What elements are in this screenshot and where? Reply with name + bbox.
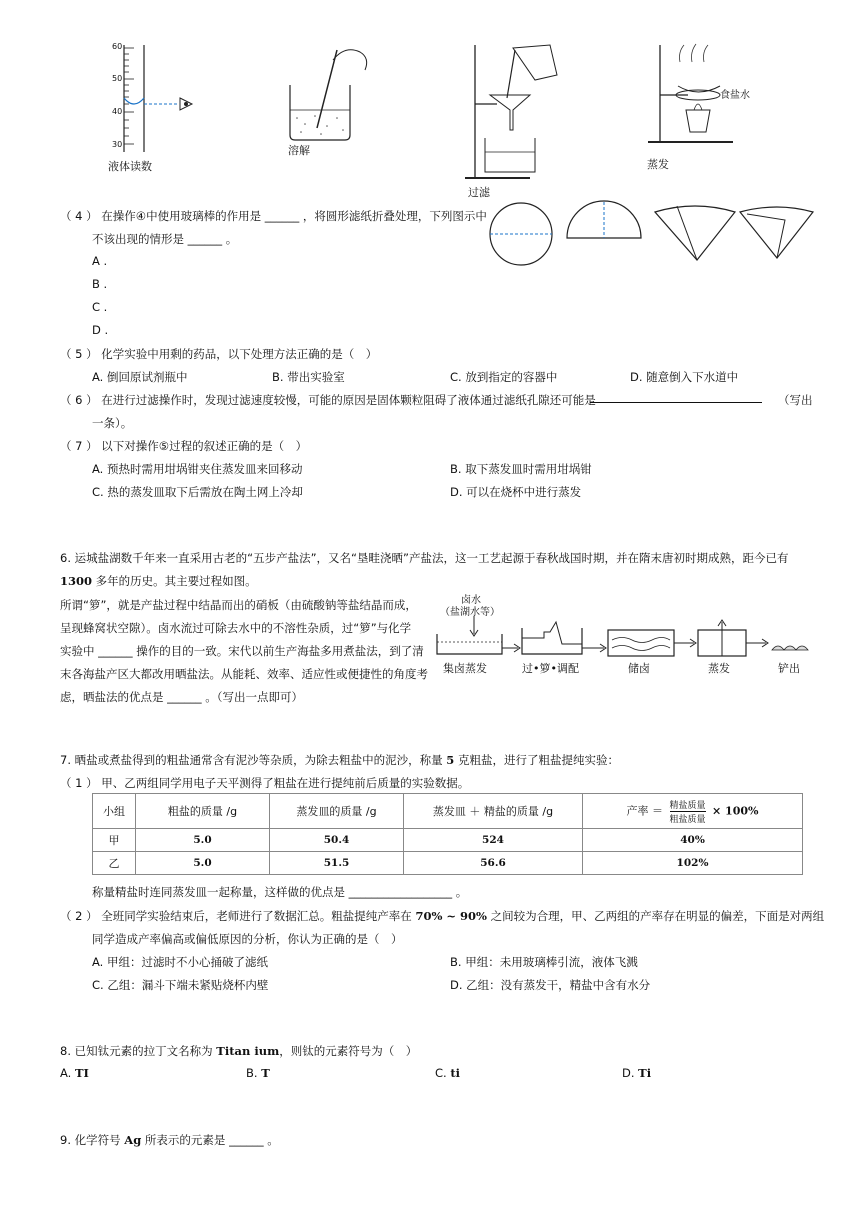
yield-label: 产率 ＝ (626, 804, 663, 817)
question-6-line2-text: 多年的历史。其主要过程如图。 (92, 574, 257, 588)
cylinder-tick-50: 50 (112, 74, 123, 83)
row-jia-group: 甲 (93, 829, 136, 852)
cylinder-tick-40: 40 (112, 107, 123, 116)
q4-option-d: D . (92, 323, 109, 337)
question-6-para-5: 虑，晒盐法的优点是 ______ 。（写出一点即可） (60, 690, 304, 704)
q8-option-b (246, 1066, 270, 1080)
q7-stem: （ 7 ） 以下对操作⑤过程的叙述正确的是（ ） (60, 439, 308, 453)
q7-part2-line2: 同学造成产率偏高或偏低原因的分析，你认为正确的是（ ） (92, 932, 403, 946)
q4-option-c: C . (92, 300, 108, 314)
q7-after-table: 称量精盐时连同蒸发皿一起称量，这样做的优点是 __________________ 。 (92, 885, 468, 899)
q7-part2-post: 之间较为合理，甲、乙两组的产率存在明显的偏差，下面是对两组 (486, 909, 825, 923)
row-yi-yield: 102% (583, 852, 803, 875)
question-6-line2 (60, 573, 257, 589)
table-header-row (93, 794, 803, 829)
q9-stem-post: 所表示的元素是 ______ 。 (141, 1133, 279, 1147)
q7-yield-range: 70% ~ 90% (415, 909, 487, 923)
flow-step-1: 集卤蒸发 (443, 662, 487, 675)
flow-brine-sublabel: （盐湖水等） (440, 607, 500, 618)
question-7-stem (60, 752, 619, 768)
label-dissolve: 溶解 (288, 144, 310, 157)
q4-option-a: A . (92, 254, 108, 268)
q5-option-c: C. 放到指定的容器中 (450, 370, 558, 384)
label-evaporate: 蒸发 (647, 158, 669, 171)
q7-stem-pre: 7. 晒盐或煮盐得到的粗盐通常含有泥沙等杂质，为除去粗盐中的泥沙，称量 (60, 753, 447, 767)
yield-fraction (670, 798, 706, 825)
q7-option-b: B. 取下蒸发皿时需用坩埚钳 (450, 462, 592, 476)
row-jia-dish-salt: 524 (404, 829, 583, 852)
q8-option-b-value: T (261, 1066, 270, 1080)
q7-option-a: A. 甲组：过滤时不小心捅破了滤纸 (92, 955, 268, 969)
row-yi-dish: 51.5 (270, 852, 404, 875)
label-filter: 过滤 (468, 186, 490, 199)
q6-answer-blank (590, 402, 762, 403)
row-jia-yield: 40% (583, 829, 803, 852)
header-crude-mass: 粗盐的质量 /g (136, 794, 270, 829)
yield-numerator: 精盐质量 (670, 798, 706, 812)
label-reading: 液体读数 (108, 160, 152, 173)
salt-process-flowchart (432, 588, 812, 678)
row-yi-dish-salt: 56.6 (404, 852, 583, 875)
question-6-para-2: 呈现蜂窝状空隙）。卤水流过可除去水中的不溶性杂质，过“箩”与化学 (60, 621, 412, 635)
q7-option-d: D. 可以在烧杯中进行蒸发 (450, 485, 582, 499)
flow-step-3: 储卤 (628, 662, 650, 675)
flow-step-5: 铲出 (778, 662, 800, 675)
q8-option-c-letter: C. (435, 1066, 447, 1080)
q7-stem-post: 克粗盐，进行了粗盐提纯实验： (454, 753, 619, 767)
row-jia-crude: 5.0 (136, 829, 270, 852)
q9-stem-pre: 9. 化学符号 (60, 1133, 125, 1147)
flow-brine-label: 卤水 (461, 595, 481, 606)
filtration-figure (465, 40, 565, 185)
flow-step-4: 蒸发 (708, 662, 730, 675)
table-row (93, 829, 803, 852)
graduated-cylinder-figure (104, 40, 214, 155)
q5-option-b: B. 带出实验室 (272, 370, 345, 384)
q4-stem-line2: 不该出现的情形是 ______ 。 (92, 232, 238, 246)
q7-part1: （ 1 ） 甲、乙两组同学用电子天平测得了粗盐在进行提纯前后质量的实验数据。 (60, 776, 470, 790)
year-number: 1300 (60, 574, 93, 588)
header-dish-mass: 蒸发皿的质量 /g (270, 794, 404, 829)
q8-stem-pre: 8. 已知钛元素的拉丁文名称为 (60, 1044, 217, 1058)
row-yi-group: 乙 (93, 852, 136, 875)
q7-stem-num: 5 (446, 753, 455, 767)
q8-latin-name: Titan ium (216, 1044, 280, 1058)
question-6-para-1: 所谓“箩”，就是产盐过程中结晶而出的硝板（由硫酸钠等盐结晶而成， (60, 598, 417, 612)
q8-option-c-value: ti (450, 1066, 461, 1080)
q6-stem-tail: （写出 (778, 393, 813, 407)
q8-option-d-letter: D. (622, 1066, 635, 1080)
flow-step-2: 过•箩•调配 (522, 662, 579, 675)
q4-option-b: B . (92, 277, 108, 291)
question-8-stem (60, 1043, 417, 1059)
q8-option-d-value: Ti (638, 1066, 652, 1080)
q8-option-a-letter: A. (60, 1066, 72, 1080)
row-jia-dish: 50.4 (270, 829, 404, 852)
q8-option-b-letter: B. (246, 1066, 258, 1080)
q7-part2-pre: （ 2 ） 全班同学实验结束后，老师进行了数据汇总。粗盐提纯产率在 (60, 909, 416, 923)
filter-paper-figures (485, 198, 815, 268)
header-yield (583, 794, 803, 829)
q7-part2-line1 (60, 908, 824, 924)
row-yi-crude: 5.0 (136, 852, 270, 875)
cylinder-tick-60: 60 (112, 42, 123, 51)
table-row (93, 852, 803, 875)
q8-stem-post: ，则钛的元素符号为（ ） (279, 1044, 418, 1058)
question-9-stem (60, 1132, 279, 1148)
cylinder-tick-30: 30 (112, 140, 123, 149)
q7-option-c: C. 热的蒸发皿取下后需放在陶土网上冷却 (92, 485, 303, 499)
question-6-para-4: 末各海盐产区大都改用晒盐法。从能耗、效率、适应性或便捷性的角度考 (60, 667, 428, 681)
q5-stem: （ 5 ） 化学实验中用剩的药品，以下处理方法正确的是（ ） (60, 347, 378, 361)
q8-option-a (60, 1066, 89, 1080)
q5-option-a: A. 倒回原试剂瓶中 (92, 370, 188, 384)
q8-option-c (435, 1066, 460, 1080)
q7-option-d: D. 乙组：没有蒸发干，精盐中含有水分 (450, 978, 651, 992)
header-group: 小组 (93, 794, 136, 829)
q4-stem: （ 4 ） 在操作④中使用玻璃棒的作用是 ______ ，将圆形滤纸折叠处理，下列图示中 (60, 209, 487, 223)
question-6-line1: 6. 运城盐湖数千年来一直采用古老的“五步产盐法”，又名“垦畦浇晒”产盐法，这一工艺起源于春秋战国时期，并在隋末唐初时期成熟，距今已有 (60, 551, 789, 565)
q6-stem-line2: 一条）。 (92, 416, 133, 430)
yield-data-table (92, 793, 803, 875)
q7-option-a: A. 预热时需用坩埚钳夹住蒸发皿来回移动 (92, 462, 303, 476)
dissolving-figure (285, 40, 385, 145)
label-salt-water: 食盐水 (720, 90, 750, 101)
q7-option-c: C. 乙组：漏斗下端未紧贴烧杯内壁 (92, 978, 269, 992)
q8-option-a-value: TI (74, 1066, 89, 1080)
q8-option-d (622, 1066, 651, 1080)
yield-times-100: × 100% (712, 804, 759, 817)
q9-symbol: Ag (124, 1133, 142, 1147)
header-dish-salt-mass: 蒸发皿 ＋ 精盐的质量 /g (404, 794, 583, 829)
q7-option-b: B. 甲组：未用玻璃棒引流，液体飞溅 (450, 955, 638, 969)
q5-option-d: D. 随意倒入下水道中 (630, 370, 739, 384)
question-6-para-3: 实验中 ______ 操作的目的一致。宋代以前生产海盐多用煮盐法，到了清 (60, 644, 424, 658)
q6-stem: （ 6 ） 在进行过滤操作时，发现过滤速度较慢，可能的原因是固体颗粒阻碍了液体通过滤纸孔隙还可能是 (60, 393, 596, 407)
yield-denominator: 粗盐质量 (669, 814, 706, 825)
